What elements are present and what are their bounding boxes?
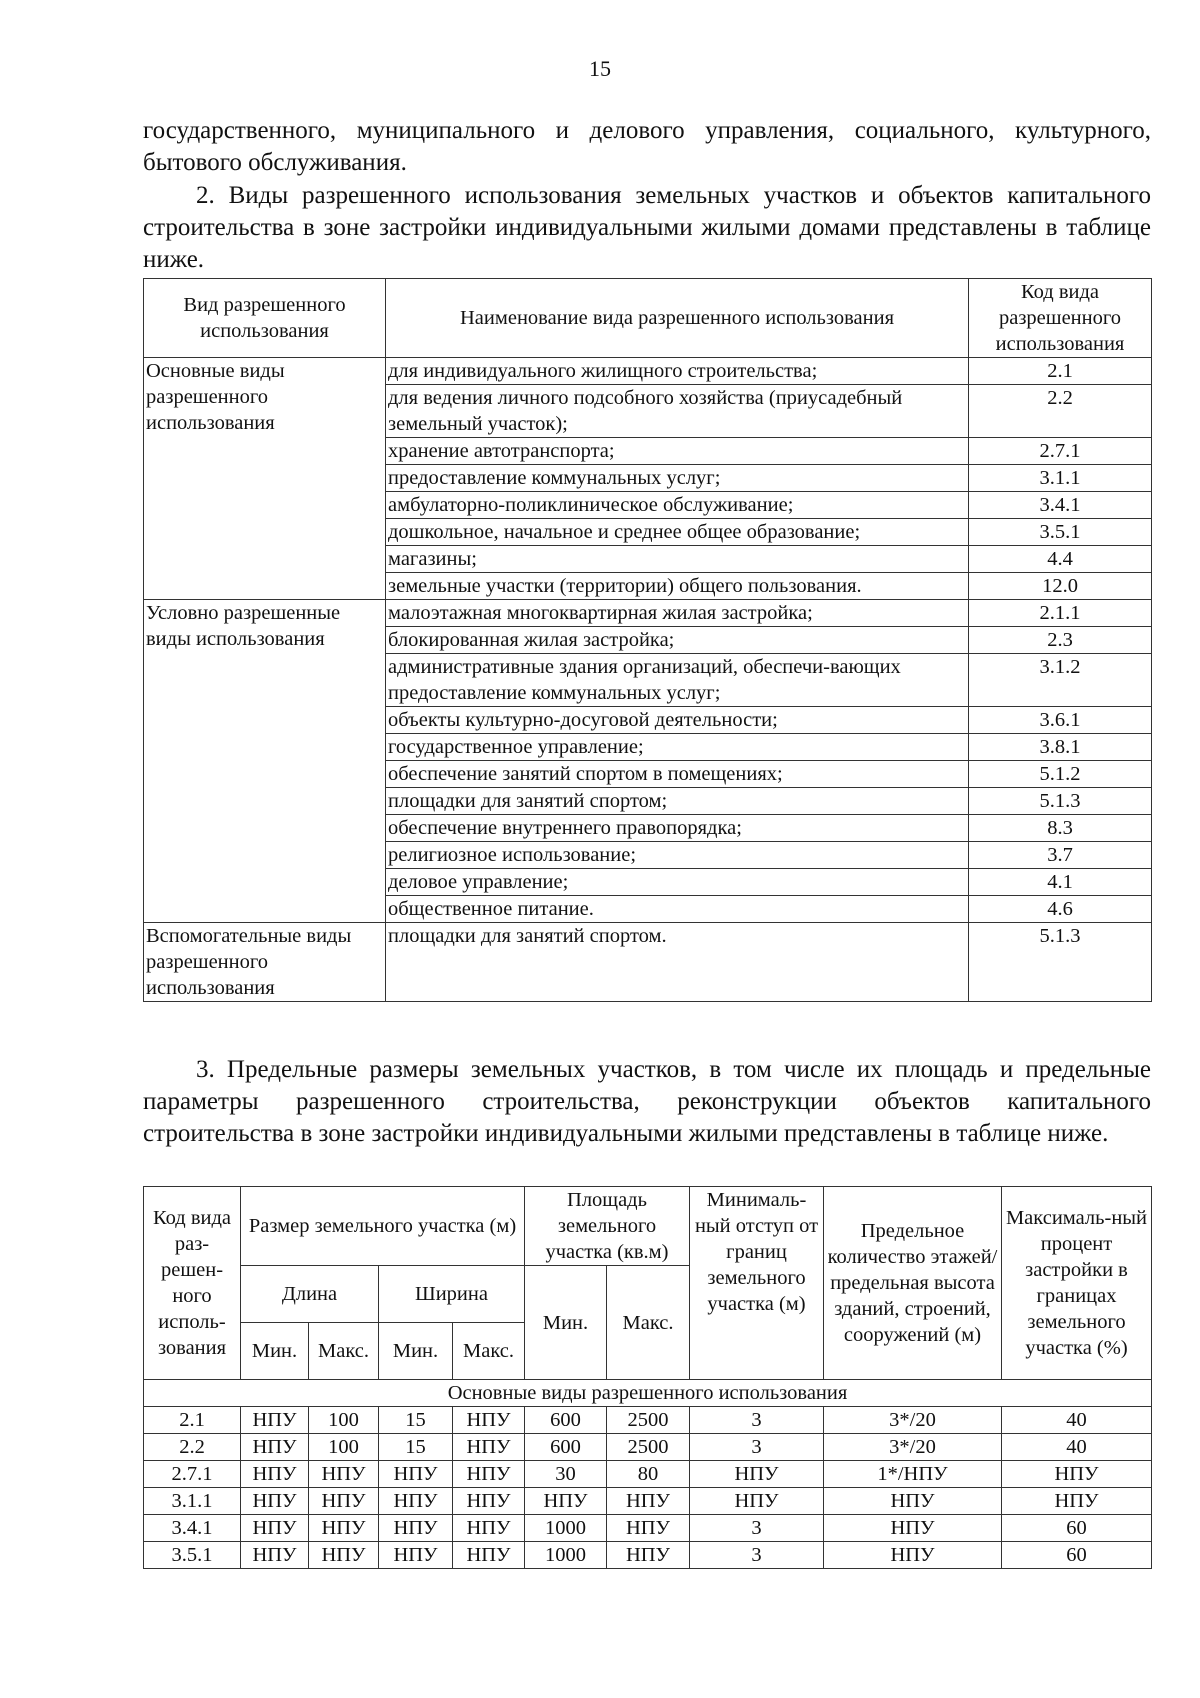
table-header-row: [144, 279, 1152, 358]
code-cell: 3.4.1: [144, 1515, 241, 1542]
width-min-cell: 15: [379, 1434, 453, 1461]
width-max-cell: НПУ: [453, 1461, 525, 1488]
width-min-cell: НПУ: [379, 1461, 453, 1488]
use-name-cell: амбулаторно-поликлиническое обслуживание;: [386, 492, 969, 519]
permitted-use-table: [143, 278, 1152, 1002]
category-cell: Вспомогательные виды разрешенного использования: [144, 923, 386, 1002]
width-max-cell: НПУ: [453, 1434, 525, 1461]
width-min-cell: НПУ: [379, 1488, 453, 1515]
header-width-min: Мин.: [379, 1323, 453, 1380]
use-code-cell: 2.1: [969, 358, 1152, 385]
table-row: [144, 358, 1152, 385]
header-width-max: Макс.: [453, 1323, 525, 1380]
floors-cell: НПУ: [824, 1542, 1002, 1569]
permitted-use-table-body: [144, 358, 1152, 1002]
width-min-cell: НПУ: [379, 1515, 453, 1542]
setback-cell: 3: [690, 1542, 824, 1569]
coverage-cell: 40: [1002, 1407, 1152, 1434]
use-code-cell: 3.1.2: [969, 654, 1152, 707]
floors-cell: 1*/НПУ: [824, 1461, 1002, 1488]
use-code-cell: 4.4: [969, 546, 1152, 573]
paragraph-2: [143, 180, 1151, 276]
use-code-cell: 8.3: [969, 815, 1152, 842]
header-name: Наименование вида разрешенного использования: [386, 279, 969, 358]
use-name-cell: блокированная жилая застройка;: [386, 627, 969, 654]
header-code: Код вида разрешенного использования: [969, 279, 1152, 358]
width-min-cell: НПУ: [379, 1542, 453, 1569]
floors-cell: НПУ: [824, 1515, 1002, 1542]
header-coverage: Максималь-ный процент застройки в границах земельного участка (%): [1002, 1187, 1152, 1380]
setback-cell: 3: [690, 1407, 824, 1434]
length-min-cell: НПУ: [241, 1542, 309, 1569]
code-cell: 3.5.1: [144, 1542, 241, 1569]
use-code-cell: 5.1.2: [969, 761, 1152, 788]
header-kind: Вид разрешенного использования: [144, 279, 386, 358]
table-header-row: [144, 1187, 1152, 1266]
area-min-cell: 1000: [525, 1515, 607, 1542]
length-max-cell: 100: [309, 1434, 379, 1461]
use-name-cell: для индивидуального жилищного строительства;: [386, 358, 969, 385]
use-code-cell: 3.4.1: [969, 492, 1152, 519]
use-code-cell: 2.3: [969, 627, 1152, 654]
use-name-cell: религиозное использование;: [386, 842, 969, 869]
coverage-cell: НПУ: [1002, 1488, 1152, 1515]
area-min-cell: НПУ: [525, 1488, 607, 1515]
length-max-cell: 100: [309, 1407, 379, 1434]
coverage-cell: 60: [1002, 1542, 1152, 1569]
area-min-cell: 30: [525, 1461, 607, 1488]
use-code-cell: 2.1.1: [969, 600, 1152, 627]
use-code-cell: 2.2: [969, 385, 1152, 438]
use-name-cell: обеспечение внутреннего правопорядка;: [386, 815, 969, 842]
header-setback: Минималь-ный отступ от границ земельного участка (м): [690, 1187, 824, 1380]
setback-cell: НПУ: [690, 1461, 824, 1488]
code-cell: 2.2: [144, 1434, 241, 1461]
use-code-cell: 4.6: [969, 896, 1152, 923]
header-area-min: Мин.: [525, 1266, 607, 1380]
length-min-cell: НПУ: [241, 1407, 309, 1434]
paragraph-2-text: 2. Виды разрешенного использования земельных участков и объектов капитального строительства в зоне застройки индивидуальными жилыми домами представлены в таблице ниже.: [143, 182, 1151, 273]
use-code-cell: 4.1: [969, 869, 1152, 896]
paragraph-1: [143, 115, 1151, 179]
area-min-cell: 1000: [525, 1542, 607, 1569]
paragraph-3-text: 3. Предельные размеры земельных участков, в том числе их площадь и предельные параметры разрешенного строительства, реконструкции объектов капитального строительства в зоне застройки индивидуальными жилыми представлены в таблице ниже.: [143, 1056, 1151, 1147]
use-name-cell: государственное управление;: [386, 734, 969, 761]
use-name-cell: для ведения личного подсобного хозяйства (приусадебный земельный участок);: [386, 385, 969, 438]
table-row: [144, 923, 1152, 1002]
use-name-cell: земельные участки (территории) общего пользования.: [386, 573, 969, 600]
area-max-cell: НПУ: [607, 1542, 690, 1569]
use-name-cell: объекты культурно-досуговой деятельности;: [386, 707, 969, 734]
coverage-cell: НПУ: [1002, 1461, 1152, 1488]
setback-cell: 3: [690, 1515, 824, 1542]
table-row: [144, 1407, 1152, 1434]
header-floors: Предельное количество этажей/ предельная высота зданий, строений, сооружений (м): [824, 1187, 1002, 1380]
length-max-cell: НПУ: [309, 1488, 379, 1515]
use-code-cell: 3.5.1: [969, 519, 1152, 546]
use-name-cell: обеспечение занятий спортом в помещениях;: [386, 761, 969, 788]
use-code-cell: 3.1.1: [969, 465, 1152, 492]
use-code-cell: 3.8.1: [969, 734, 1152, 761]
table-row: [144, 1488, 1152, 1515]
floors-cell: НПУ: [824, 1488, 1002, 1515]
code-cell: 2.7.1: [144, 1461, 241, 1488]
paragraph-1-text: государственного, муниципального и делового управления, социального, культурного, бытового обслуживания.: [143, 117, 1151, 176]
area-min-cell: 600: [525, 1407, 607, 1434]
category-cell: Основные виды разрешенного использования: [144, 358, 386, 600]
table-row: [144, 1515, 1152, 1542]
page-number: 15: [589, 56, 611, 81]
use-code-cell: 3.7: [969, 842, 1152, 869]
header-plot-size: Размер земельного участка (м): [241, 1187, 525, 1266]
area-max-cell: 2500: [607, 1407, 690, 1434]
plot-parameters-table-body: [144, 1380, 1152, 1569]
table-row: [144, 1461, 1152, 1488]
code-cell: 3.1.1: [144, 1488, 241, 1515]
setback-cell: 3: [690, 1434, 824, 1461]
floors-cell: 3*/20: [824, 1407, 1002, 1434]
length-min-cell: НПУ: [241, 1461, 309, 1488]
header-width: Ширина: [379, 1266, 525, 1323]
area-max-cell: НПУ: [607, 1515, 690, 1542]
width-max-cell: НПУ: [453, 1542, 525, 1569]
use-name-cell: площадки для занятий спортом.: [386, 923, 969, 1002]
length-min-cell: НПУ: [241, 1515, 309, 1542]
use-code-cell: 5.1.3: [969, 788, 1152, 815]
use-code-cell: 3.6.1: [969, 707, 1152, 734]
area-max-cell: 2500: [607, 1434, 690, 1461]
length-max-cell: НПУ: [309, 1461, 379, 1488]
coverage-cell: 60: [1002, 1515, 1152, 1542]
area-max-cell: НПУ: [607, 1488, 690, 1515]
use-name-cell: хранение автотранспорта;: [386, 438, 969, 465]
header-length: Длина: [241, 1266, 379, 1323]
width-max-cell: НПУ: [453, 1407, 525, 1434]
use-name-cell: предоставление коммунальных услуг;: [386, 465, 969, 492]
header-code: Код вида раз-решен-ного исполь-зования: [144, 1187, 241, 1380]
header-area-max: Макс.: [607, 1266, 690, 1380]
use-name-cell: дошкольное, начальное и среднее общее образование;: [386, 519, 969, 546]
width-min-cell: 15: [379, 1407, 453, 1434]
use-code-cell: 12.0: [969, 573, 1152, 600]
table-row: [144, 1434, 1152, 1461]
section-row: [144, 1380, 1152, 1407]
section-label: Основные виды разрешенного использования: [144, 1380, 1152, 1407]
use-name-cell: площадки для занятий спортом;: [386, 788, 969, 815]
table-row: [144, 600, 1152, 627]
paragraph-3: [143, 1054, 1151, 1150]
area-max-cell: 80: [607, 1461, 690, 1488]
category-cell: Условно разрешенные виды использования: [144, 600, 386, 923]
table-row: [144, 1542, 1152, 1569]
use-name-cell: малоэтажная многоквартирная жилая застройка;: [386, 600, 969, 627]
header-length-max: Макс.: [309, 1323, 379, 1380]
length-min-cell: НПУ: [241, 1434, 309, 1461]
use-name-cell: деловое управление;: [386, 869, 969, 896]
plot-parameters-table: [143, 1186, 1152, 1569]
use-name-cell: магазины;: [386, 546, 969, 573]
width-max-cell: НПУ: [453, 1515, 525, 1542]
use-name-cell: общественное питание.: [386, 896, 969, 923]
area-min-cell: 600: [525, 1434, 607, 1461]
use-code-cell: 2.7.1: [969, 438, 1152, 465]
header-area: Площадь земельного участка (кв.м): [525, 1187, 690, 1266]
length-max-cell: НПУ: [309, 1515, 379, 1542]
floors-cell: 3*/20: [824, 1434, 1002, 1461]
length-min-cell: НПУ: [241, 1488, 309, 1515]
length-max-cell: НПУ: [309, 1542, 379, 1569]
header-length-min: Мин.: [241, 1323, 309, 1380]
code-cell: 2.1: [144, 1407, 241, 1434]
use-code-cell: 5.1.3: [969, 923, 1152, 1002]
coverage-cell: 40: [1002, 1434, 1152, 1461]
setback-cell: НПУ: [690, 1488, 824, 1515]
width-max-cell: НПУ: [453, 1488, 525, 1515]
use-name-cell: административные здания организаций, обеспечи-вающих предоставление коммунальных услуг;: [386, 654, 969, 707]
